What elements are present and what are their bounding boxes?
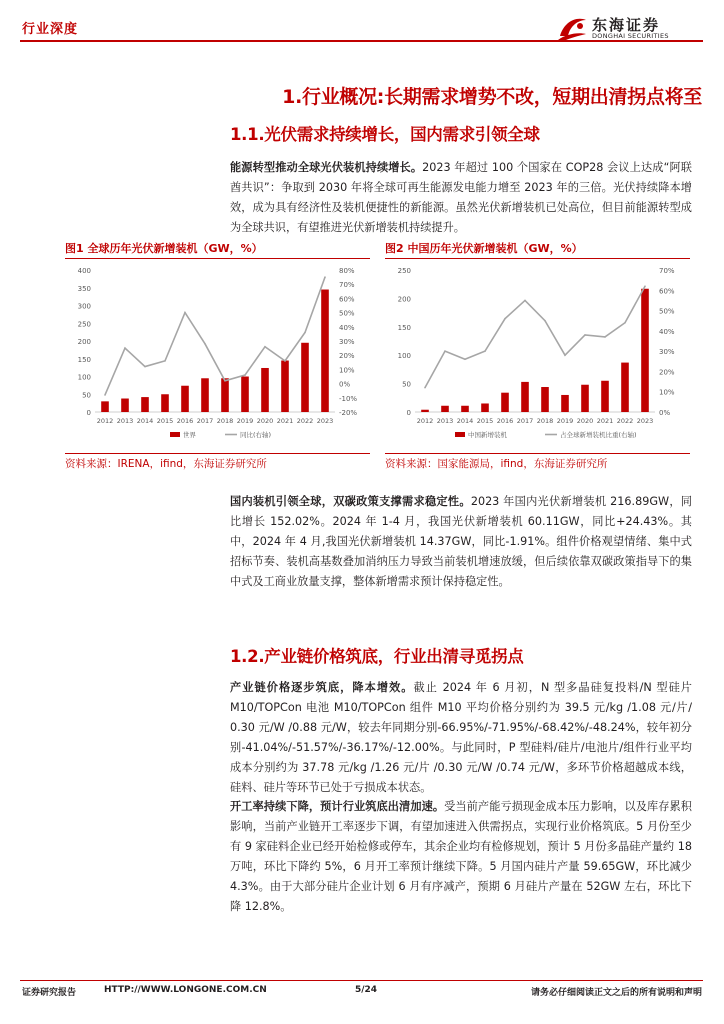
section-tag: 行业深度 xyxy=(22,22,79,37)
x-tick-label: 2014 xyxy=(456,417,474,425)
footer-website-link[interactable]: HTTP://WWW.LONGONE.COM.CN xyxy=(104,985,267,995)
line-point xyxy=(584,334,586,336)
line-point xyxy=(184,312,186,314)
bar xyxy=(421,410,429,412)
bar xyxy=(501,393,509,412)
paragraph-body: 截止 2024 年 6 月初，N 型多晶硅复投料/N 型硅片 M10/TOPCon 电池 M10/TOPCon 组件 M10 平均价格分别约为 39.5 元/kg /1.08 元/片/ 0.30 元/W /0.88 元/W，较去年同期分别-66.95%/-71.95%/-68.42%/-48.24%，较年初分别-41.04%/-51.57%/-36.17%/-12.00%。与此同时，P 型硅料/硅片/电池片/组件行业平均成本分别约为 37.78 元/kg /1.26 元/片 /0.30 元/W /0.74 元/W，多环节价格超越成本线，硅料、硅片等环节已处于亏损成本状态。 xyxy=(230,681,692,794)
line-point xyxy=(624,322,626,324)
line-point xyxy=(204,343,206,345)
y-left-tick-label: 250 xyxy=(397,267,411,275)
line-point xyxy=(504,318,506,320)
line-point xyxy=(524,300,526,302)
y-left-tick-label: 350 xyxy=(77,284,91,293)
china-pv-installations-chart xyxy=(385,262,690,452)
y-right-tick-label: 50% xyxy=(339,309,355,318)
line-point xyxy=(124,347,126,349)
paragraph-lead: 能源转型推动全球光伏装机持续增长。 xyxy=(230,161,423,174)
legend-bar-swatch xyxy=(170,432,180,437)
legend-bar-swatch xyxy=(455,432,465,437)
y-left-tick-label: 50 xyxy=(82,391,91,400)
paragraph-body: 受当前产能亏损现金成本压力影响，以及库存累积影响，当前产业链开工率逐步下调，有望加速进入供需拐点，实现行业价格筑底。5 月份至少有 9 家硅料企业已经开始检修或停车，其余企业均有检修规划，预计 5 月份多晶硅产量约 18 万吨，环比下降约 5%，6 月开工率预计继续下降。5 月国内硅片产量 59.65GW，环比减少 4.3%。由于大部分硅片企业计划 6 月有序减产，预期 6 月硅片产量在 52GW 左右，环比下降 12.8%。 xyxy=(230,800,692,913)
paragraph-lead: 国内装机引领全球，双碳政策支撑需求稳定性。 xyxy=(230,495,471,508)
paragraph-domestic-demand xyxy=(230,492,692,592)
y-right-tick-label: 50% xyxy=(659,307,675,316)
paragraph-lead: 产业链价格逐步筑底，降本增效。 xyxy=(230,681,414,694)
y-right-tick-label: 80% xyxy=(339,267,355,275)
figure-2-source: 资料来源：国家能源局，ifind，东海证券研究所 xyxy=(385,458,608,470)
bar xyxy=(261,368,269,412)
line-point xyxy=(644,285,646,287)
x-tick-label: 2016 xyxy=(176,417,194,425)
x-tick-label: 2013 xyxy=(116,417,134,425)
line-point xyxy=(424,387,426,389)
x-tick-label: 2021 xyxy=(276,417,294,425)
line-point xyxy=(564,354,566,356)
line-point xyxy=(224,380,226,382)
bar xyxy=(541,387,549,412)
y-right-tick-label: 70% xyxy=(659,267,675,275)
paragraph-body: 2023 年超过 100 个国家在 COP28 会议上达成“阿联酋共识”：争取到 2030 年将全球可再生能源发电能力增至 2023 年的三倍。光伏持续降本增效，成为具有经济性及装机便捷性的新能源。虽然光伏新增装机已处高位，但目前能源转型成为全球共识，有望推进光伏新增装机持续提升。 xyxy=(230,161,692,234)
y-right-tick-label: -20% xyxy=(339,409,358,417)
y-left-tick-label: 100 xyxy=(397,352,411,361)
logo-name-cn: 东海证券 xyxy=(592,16,661,34)
paragraph-lead: 开工率持续下降，预计行业筑底出清加速。 xyxy=(230,800,445,813)
y-left-tick-label: 50 xyxy=(402,380,411,389)
y-right-tick-label: 30% xyxy=(659,348,675,357)
x-tick-label: 2014 xyxy=(136,417,154,425)
y-left-tick-label: 150 xyxy=(77,355,91,364)
x-tick-label: 2013 xyxy=(436,417,454,425)
line-point xyxy=(244,374,246,376)
x-tick-label: 2021 xyxy=(596,417,614,425)
bar xyxy=(461,406,469,412)
line-point xyxy=(544,320,546,322)
x-tick-label: 2018 xyxy=(216,417,234,425)
y-left-tick-label: 400 xyxy=(77,267,91,275)
legend-bar-label: 世界 xyxy=(183,431,196,439)
x-tick-label: 2020 xyxy=(256,417,274,425)
bar xyxy=(561,395,569,412)
bar xyxy=(581,385,589,412)
y-left-tick-label: 200 xyxy=(397,295,411,304)
y-right-tick-label: 0% xyxy=(339,380,351,389)
y-left-tick-label: 250 xyxy=(77,320,91,329)
x-tick-label: 2017 xyxy=(196,417,214,425)
figure-1-title: 图1 全球历年光伏新增装机（GW，%） xyxy=(65,242,263,255)
line-point xyxy=(444,350,446,352)
legend-line-label: 同比(右轴) xyxy=(240,431,272,439)
y-right-tick-label: 60% xyxy=(339,295,355,304)
bar xyxy=(621,363,629,412)
x-tick-label: 2012 xyxy=(416,417,434,425)
figure-2-bottom-rule xyxy=(385,453,690,454)
y-left-tick-label: 150 xyxy=(397,323,411,332)
bar xyxy=(201,378,209,412)
global-pv-installations-chart xyxy=(65,262,370,452)
subsection-heading-1-1: 1.1.光伏需求持续增长，国内需求引领全球 xyxy=(230,125,540,144)
figure-2-rule xyxy=(385,258,690,259)
x-tick-label: 2018 xyxy=(536,417,554,425)
figure-1-bottom-rule xyxy=(65,453,370,454)
x-tick-label: 2016 xyxy=(496,417,514,425)
y-right-tick-label: 60% xyxy=(659,287,675,296)
footer-rule xyxy=(20,980,703,981)
y-right-tick-label: 40% xyxy=(659,327,675,336)
bar xyxy=(481,403,489,412)
legend-line-label: 占全球新增装机比重(右轴) xyxy=(560,431,637,439)
y-right-tick-label: 10% xyxy=(339,366,355,375)
x-tick-label: 2012 xyxy=(96,417,114,425)
bar xyxy=(601,381,609,412)
x-tick-label: 2015 xyxy=(156,417,174,425)
y-left-tick-label: 0 xyxy=(406,409,411,417)
y-right-tick-label: 10% xyxy=(659,388,675,397)
line-point xyxy=(484,350,486,352)
x-tick-label: 2022 xyxy=(616,417,634,425)
y-right-tick-label: -10% xyxy=(339,394,358,403)
y-right-tick-label: 20% xyxy=(659,368,675,377)
x-tick-label: 2017 xyxy=(516,417,534,425)
subsection-heading-1-2: 1.2.产业链价格筑底，行业出清寻觅拐点 xyxy=(230,647,524,666)
x-tick-label: 2022 xyxy=(296,417,314,425)
figure-1-rule xyxy=(65,258,370,259)
y-left-tick-label: 200 xyxy=(77,338,91,346)
line-series xyxy=(425,286,645,387)
y-right-tick-label: 20% xyxy=(339,352,355,361)
bar xyxy=(521,382,529,412)
bar xyxy=(221,378,229,412)
bar xyxy=(101,401,109,412)
y-left-tick-label: 0 xyxy=(86,409,91,417)
x-tick-label: 2015 xyxy=(476,417,494,425)
paragraph-global-demand xyxy=(230,158,692,238)
x-tick-label: 2019 xyxy=(236,417,254,425)
line-point xyxy=(264,346,266,348)
bar xyxy=(301,343,309,412)
line-point xyxy=(304,332,306,334)
donghai-emblem-icon xyxy=(556,14,588,42)
bar xyxy=(281,361,289,412)
section-heading-1: 1.行业概况:长期需求增势不改，短期出清拐点将至 xyxy=(282,86,702,108)
header-rule xyxy=(20,40,703,42)
bar xyxy=(121,399,129,412)
paragraph-price-bottoming xyxy=(230,678,692,798)
line-point xyxy=(464,358,466,360)
donghai-logo xyxy=(556,14,706,42)
line-point xyxy=(104,394,106,396)
x-tick-label: 2023 xyxy=(316,417,334,425)
bar xyxy=(161,394,169,412)
y-left-tick-label: 300 xyxy=(77,302,91,311)
bar xyxy=(641,289,649,412)
figure-1-source: 资料来源：IRENA，ifind，东海证券研究所 xyxy=(65,458,267,470)
logo-name-en: DONGHAI SECURITIES xyxy=(592,32,669,40)
x-tick-label: 2023 xyxy=(636,417,654,425)
line-point xyxy=(164,360,166,362)
line-point xyxy=(144,366,146,368)
line-point xyxy=(324,276,326,278)
x-tick-label: 2020 xyxy=(576,417,594,425)
bar xyxy=(141,397,149,412)
footer-report-type: 证券研究报告 xyxy=(22,988,77,998)
y-right-tick-label: 40% xyxy=(339,323,355,332)
paragraph-body: 2023 年国内光伏新增装机 216.89GW，同比增长 152.02%。2024 年 1-4 月，我国光伏新增装机 60.11GW，同比+24.43%。其中，2024 年 4 月,我国光伏新增装机 14.37GW，同比-1.91%。组件价格观望情绪、集中式招标节奏、装机高基数叠加消纳压力导致当前装机增速放缓，但后续依靠双碳政策指导下的集中式及工商业放量支撑，整体新增需求预计保持稳定性。 xyxy=(230,495,692,588)
footer-page-number: 5/24 xyxy=(355,985,378,995)
bar xyxy=(181,386,189,412)
line-point xyxy=(604,336,606,338)
x-tick-label: 2019 xyxy=(556,417,574,425)
y-right-tick-label: 70% xyxy=(339,281,355,290)
y-right-tick-label: 0% xyxy=(659,409,671,417)
y-right-tick-label: 30% xyxy=(339,338,355,346)
line-series xyxy=(105,277,325,395)
y-left-tick-label: 100 xyxy=(77,373,91,382)
line-point xyxy=(284,360,286,362)
bar xyxy=(241,377,249,413)
bar xyxy=(441,406,449,412)
bar xyxy=(321,290,329,412)
legend-bar-label: 中国新增装机 xyxy=(468,431,507,439)
paragraph-utilization-decline xyxy=(230,797,692,917)
footer-disclaimer: 请务必仔细阅读正文之后的所有说明和声明 xyxy=(530,988,702,998)
figure-2-title: 图2 中国历年光伏新增装机（GW，%） xyxy=(385,242,583,255)
